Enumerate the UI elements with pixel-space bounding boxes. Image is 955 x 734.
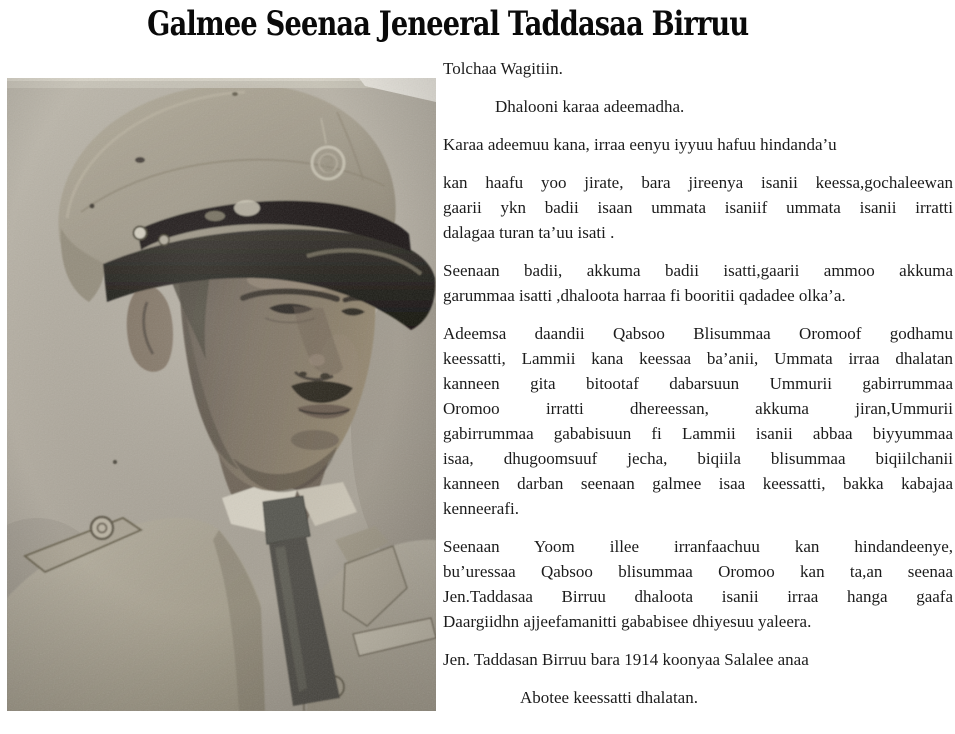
text-line: isaa, dhugoomsuuf jecha, biqiila blisummaa biqiilchanii [443, 449, 953, 468]
paragraph [443, 534, 953, 634]
paragraph [443, 321, 953, 521]
text-line: Jen.Taddasaa Birruu dhaloota isanii irraa hanga gaafa [443, 587, 953, 606]
text-line: Jen. Taddasan Birruu bara 1914 koonyaa Salalee anaa [443, 650, 809, 669]
text-line: dalagaa turan ta’uu isati . [443, 223, 615, 242]
text-line: Dhalooni karaa adeemadha. [495, 97, 685, 116]
text-line: Daargiidhn ajjeefamanitti gababisee dhiyesuu yaleera. [443, 612, 812, 631]
text-line: Oromoo irratti dhereessan, akkuma jiran,Ummurii [443, 399, 953, 418]
paragraph [443, 94, 953, 119]
paragraph [443, 685, 953, 710]
text-line: garummaa isatti ,dhaloota harraa fi booritii qadadee olka’a. [443, 286, 846, 305]
text-line: Tolchaa Wagitiin. [443, 59, 563, 78]
page-title [0, 4, 896, 44]
paragraph [443, 170, 953, 245]
paragraph [443, 258, 953, 308]
text-line: bu’uressaa Qabsoo blisummaa Oromoo kan ta,an seenaa [443, 562, 953, 581]
portrait-photo [7, 78, 436, 711]
paragraph [443, 56, 953, 81]
text-column [443, 56, 953, 723]
text-line: Seenaan Yoom illee irranfaachuu kan hindandeenye, [443, 537, 953, 556]
text-line: kan haafu yoo jirate, bara jireenya isanii keessa,gochaleewan [443, 173, 953, 192]
text-line: gabirrummaa gababisuun fi Lammii isanii abbaa biyyummaa [443, 424, 953, 443]
text-line: gaarii ykn badii isaan ummata isaniif ummata isanii irratti [443, 198, 953, 217]
paragraph [443, 132, 953, 157]
text-line: kenneerafi. [443, 499, 519, 518]
photo-grain [7, 78, 436, 711]
text-line: keessatti, Lammii kana keessaa ba’anii, Ummata irraa dhalatan [443, 349, 953, 368]
text-line: Karaa adeemuu kana, irraa eenyu iyyuu hafuu hindanda’u [443, 135, 837, 154]
text-line: kanneen gita bitootaf dabarsuun Ummurii gabirrummaa [443, 374, 953, 393]
text-line: Adeemsa daandii Qabsoo Blisummaa Oromoof godhamu [443, 324, 953, 343]
text-line: Abotee keessatti dhalatan. [520, 688, 698, 707]
page-title-text: Galmee Seenaa Jeneeral Taddasaa Birruu [147, 4, 749, 44]
paragraph [443, 647, 953, 672]
text-line: kanneen darban seenaan galmee isaa keessatti, bakka kabajaa [443, 474, 953, 493]
portrait-photo-illustration [7, 78, 436, 711]
text-line: Seenaan badii, akkuma badii isatti,gaarii ammoo akkuma [443, 261, 953, 280]
